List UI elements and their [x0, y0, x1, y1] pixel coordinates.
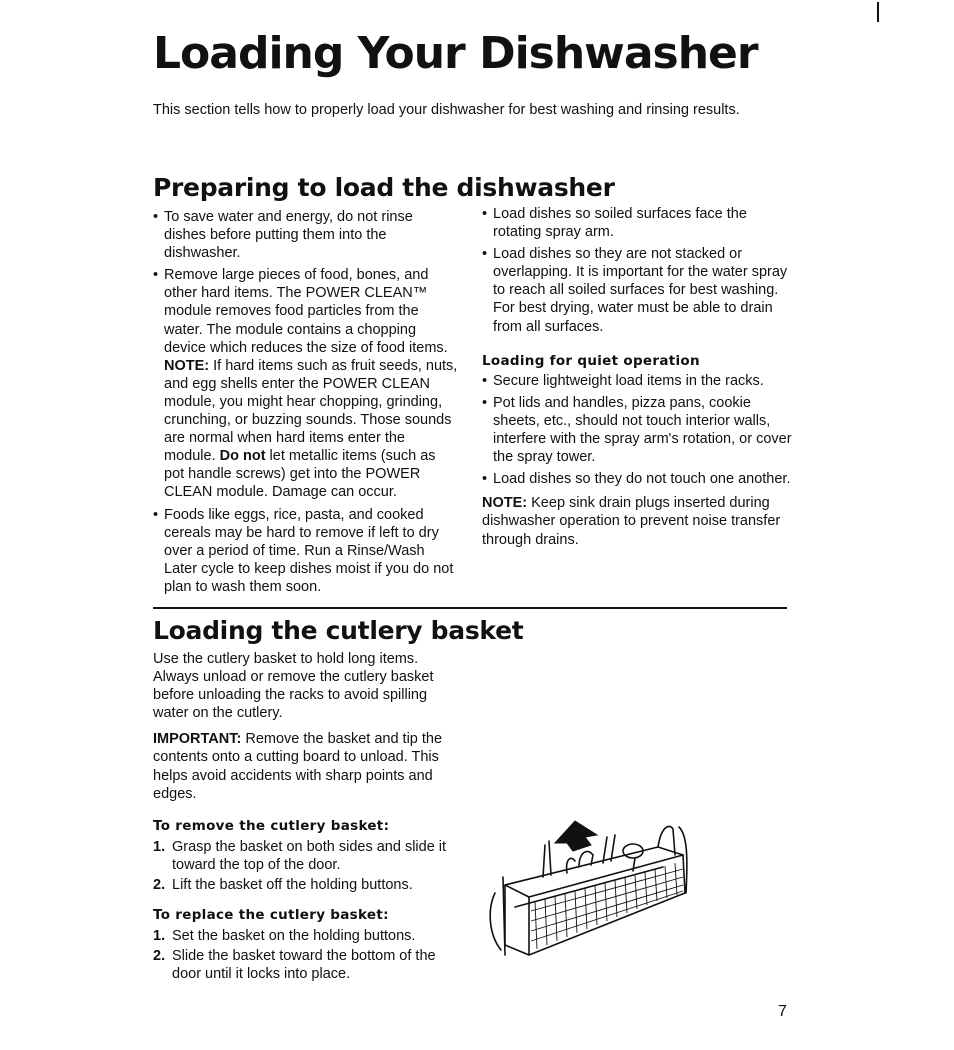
preparing-left-list-2 [153, 506, 458, 596]
step-number: 1. [153, 838, 166, 855]
step-item [153, 838, 458, 874]
preparing-left-list [153, 208, 458, 357]
page-number: 7 [778, 1003, 787, 1020]
list-item: • Load dishes so they are not stacked or overlapping. It is important for the water spray to reach all soiled surfaces for best washing. For best drying, water must be able to drain from all surfaces. [482, 245, 792, 335]
remove-steps [153, 838, 458, 894]
cutlery-intro: Use the cutlery basket to hold long items. Always unload or remove the cutlery basket before unloading the racks to avoid spilling water on the cutlery. [153, 651, 434, 722]
list-item: • Foods like eggs, rice, pasta, and cooked cereals may be hard to remove if left to dry over a period of time. Run a Rinse/Wash Later cycle to keep dishes moist if you do not plan to wash them soon. [153, 506, 458, 596]
step-text: Grasp the basket on both sides and slide it toward the top of the door. [172, 838, 447, 873]
intro-text: This section tells how to properly load your dishwasher for best washing and rinsing results. [153, 102, 740, 118]
note-emphasis: Do not [219, 448, 266, 465]
section-title-cutlery: Loading the cutlery basket [153, 616, 524, 645]
subsection-title-remove: To remove the cutlery basket: [153, 817, 390, 834]
drain-note [482, 494, 792, 548]
important-label: IMPORTANT: [153, 731, 242, 748]
quiet-operation-list [482, 372, 792, 489]
list-item: • Load dishes so they do not touch one another. [482, 470, 792, 488]
section-title-preparing: Preparing to load the dishwasher [153, 173, 615, 202]
list-item: • To save water and energy, do not rinse dishes before putting them into the dishwasher. [153, 208, 458, 262]
preparing-left-column [153, 208, 458, 600]
preparing-right-list [482, 205, 792, 336]
step-number: 1. [153, 928, 166, 945]
subsection-title-quiet: Loading for quiet operation [482, 352, 700, 369]
step-text: Set the basket on the holding buttons. [172, 928, 416, 945]
list-item: • Secure lightweight load items in the racks. [482, 372, 792, 390]
note-text: let metallic items (such as pot handle screws) get into the POWER CLEAN module. Damage can occur. [164, 448, 436, 501]
subsection-title-replace: To replace the cutlery basket: [153, 907, 389, 924]
step-text: Lift the basket off the holding buttons. [172, 877, 413, 894]
note-text: If hard items such as fruit seeds, nuts, and egg shells enter the POWER CLEAN module, you might hear chopping, grinding, crunching, or buzzing sounds. Those sounds are normal when hard items enter the module. [164, 357, 458, 465]
margin-mark [877, 2, 879, 22]
section-divider [153, 607, 787, 609]
important-note [153, 730, 458, 802]
step-text: Slide the basket toward the bottom of the door until it locks into place. [172, 948, 436, 983]
cutlery-column [153, 650, 458, 986]
step-item [153, 947, 458, 983]
cutlery-basket-illustration [483, 815, 698, 960]
preparing-right-column [482, 205, 792, 549]
important-text: Remove the basket and tip the contents onto a cutting board to unload. This helps avoid accidents with sharp points and edges. [153, 731, 443, 802]
list-item: • Pot lids and handles, pizza pans, cookie sheets, etc., should not touch interior walls, interfere with the spray arm's rotation, or cover the spray tower. [482, 394, 792, 466]
page-title: Loading Your Dishwasher [153, 28, 758, 79]
note-label: NOTE: [164, 357, 210, 374]
replace-steps [153, 927, 458, 983]
step-number: 2. [153, 877, 166, 894]
step-item [153, 876, 458, 894]
list-item: • Load dishes so soiled surfaces face the rotating spray arm. [482, 205, 792, 241]
list-item: • Remove large pieces of food, bones, and other hard items. The POWER CLEAN™ module removes food particles from the water. The module contains a chopping device which reduces the size of food items. [153, 266, 458, 356]
note-text: Keep sink drain plugs inserted during dishwasher operation to prevent noise transfer through drains. [482, 495, 781, 548]
note-label: NOTE: [482, 495, 528, 512]
step-item [153, 927, 458, 945]
power-clean-note [153, 357, 458, 502]
step-number: 2. [153, 948, 166, 965]
